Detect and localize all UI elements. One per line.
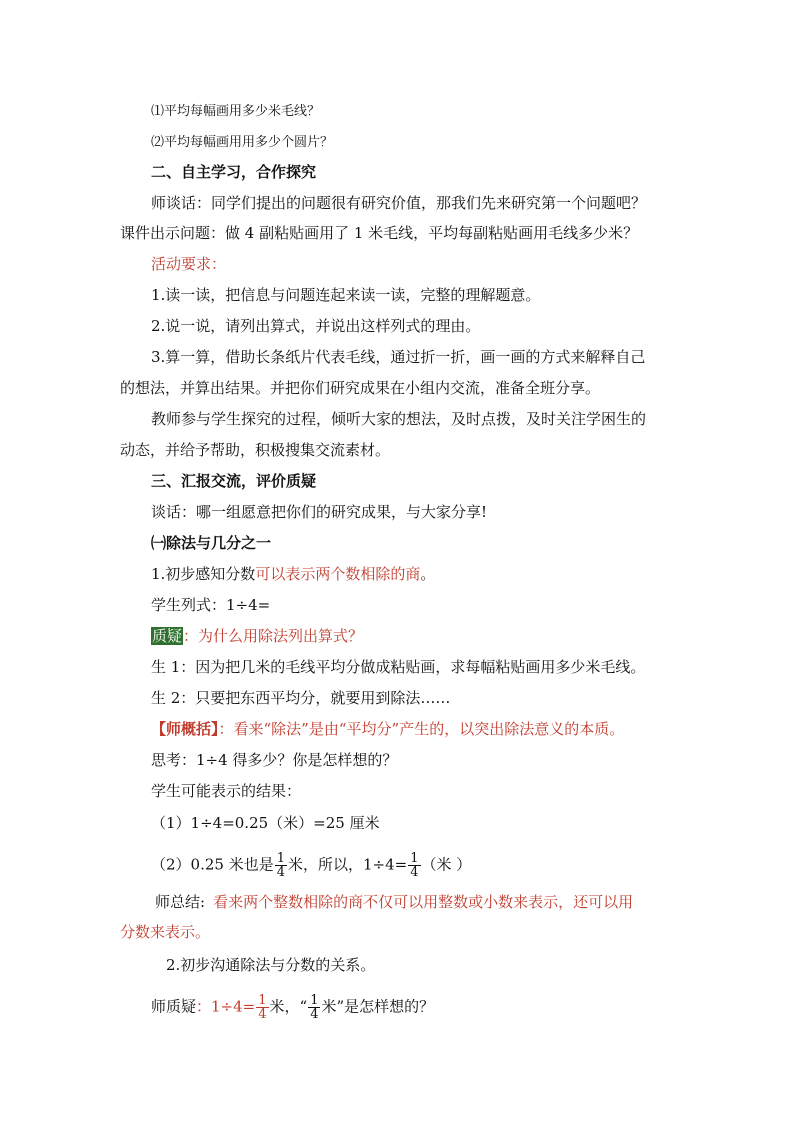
student-formula: 学生列式：1÷4= xyxy=(151,596,271,614)
item-2: 2.初步沟通除法与分数的关系。 xyxy=(166,956,376,974)
item-1-highlight: 可以表示两个数相除的商 xyxy=(255,565,421,583)
courseware-question: 课件出示问题：做 4 副粘贴画用了 1 米毛线，平均每副粘贴画用毛线多少米？ xyxy=(120,224,639,242)
item-1 xyxy=(151,562,435,586)
teacher-question xyxy=(151,994,434,1021)
fraction-one-quarter xyxy=(408,852,420,879)
teacher-summary xyxy=(151,717,624,741)
student-answer-2: 生 2：只要把东西平均分，就要用到除法…… xyxy=(151,689,451,707)
requirement-3-line-1: 3.算一算，借助长条纸片代表毛线，通过折一折，画一画的方式来解释自己 xyxy=(151,348,646,366)
teacher-talk-line-1: 师谈话：同学们提出的问题很有研究价值，那我们先来研究第一个问题吧？ xyxy=(151,194,647,212)
fraction-one-quarter xyxy=(275,852,287,879)
summary-text: ：看来“除法”是由“平均分”产生的，以突出除法意义的本质。 xyxy=(218,720,625,738)
question-challenge xyxy=(151,624,363,648)
item-1-prefix: 1.初步感知分数 xyxy=(151,565,256,583)
conclusion-tag: 师总结: xyxy=(155,893,206,911)
fraction-numerator: 1 xyxy=(276,851,285,866)
fraction-one-quarter xyxy=(308,994,320,1021)
teacher-conclusion-line-2: 分数来表示。 xyxy=(120,923,211,941)
fraction-numerator: 1 xyxy=(258,993,267,1008)
teacher-question-tag: 师质疑 xyxy=(151,997,197,1016)
teacher-question-part-b: 米，“ xyxy=(269,997,308,1016)
requirement-2: 2.说一说，请列出算式，并说出这样列式的理由。 xyxy=(151,317,481,335)
fraction-numerator: 1 xyxy=(410,851,419,866)
teacher-conclusion-line-1 xyxy=(155,890,633,914)
section-heading-2: 二、自主学习，合作探究 xyxy=(151,163,317,181)
teacher-note-line-1: 教师参与学生探究的过程，倾听大家的想法，及时点拨，及时关注学困生的 xyxy=(151,410,647,428)
teacher-note-line-2: 动态，并给予帮助，积极搜集交流素材。 xyxy=(120,441,391,459)
teacher-question-part-c: 米”是怎样想的？ xyxy=(321,997,435,1016)
section-heading-3: 三、汇报交流，评价质疑 xyxy=(151,472,317,490)
requirement-1: 1.读一读，把信息与问题连起来读一读，完整的理解题意。 xyxy=(151,286,541,304)
subsection-heading: ㈠除法与几分之一 xyxy=(151,534,272,552)
challenge-text: ：为什么用除法列出算式？ xyxy=(183,627,364,645)
fraction-denominator: 4 xyxy=(258,1007,267,1022)
fraction-denominator: 4 xyxy=(276,865,285,880)
item-1-suffix: 。 xyxy=(420,565,436,583)
requirement-3-line-2: 的想法，并算出结果。并把你们研究成果在小组内交流，准备全班分享。 xyxy=(120,379,601,397)
teacher-question-part-a: ：1÷4= xyxy=(196,997,256,1016)
result-1: （1）1÷4=0.25（米）=25 厘米 xyxy=(151,814,380,832)
fraction-one-quarter xyxy=(256,994,268,1021)
result-2-part-c: （米 ） xyxy=(421,855,472,874)
result-2-part-b: 米，所以，1÷4= xyxy=(288,855,408,874)
activity-requirements: 活动要求： xyxy=(151,255,227,273)
student-answer-1: 生 1：因为把几米的毛线平均分做成粘贴画，求每幅粘贴画用多少米毛线。 xyxy=(151,658,646,676)
question-1: ⑴平均每幅画用多少米毛线？ xyxy=(151,104,321,119)
summary-tag: 【师概括】 xyxy=(151,720,219,738)
challenge-tag: 质疑 xyxy=(152,627,183,645)
conclusion-text-1: 看来两个整数相除的商不仅可以用整数或小数来表示，还可以用 xyxy=(213,893,634,911)
fraction-denominator: 4 xyxy=(410,865,419,880)
invitation-talk: 谈话：哪一组愿意把你们的研究成果，与大家分享! xyxy=(151,503,488,521)
fraction-denominator: 4 xyxy=(310,1007,319,1022)
fraction-numerator: 1 xyxy=(310,993,319,1008)
question-2: ⑵平均每幅画用用多少个圆片？ xyxy=(151,135,334,150)
think-question: 思考：1÷4 得多少？你是怎样想的？ xyxy=(151,751,398,769)
result-2-part-a: （2）0.25 米也是 xyxy=(151,855,274,874)
possible-results: 学生可能表示的结果： xyxy=(151,782,302,800)
result-2 xyxy=(151,852,471,879)
